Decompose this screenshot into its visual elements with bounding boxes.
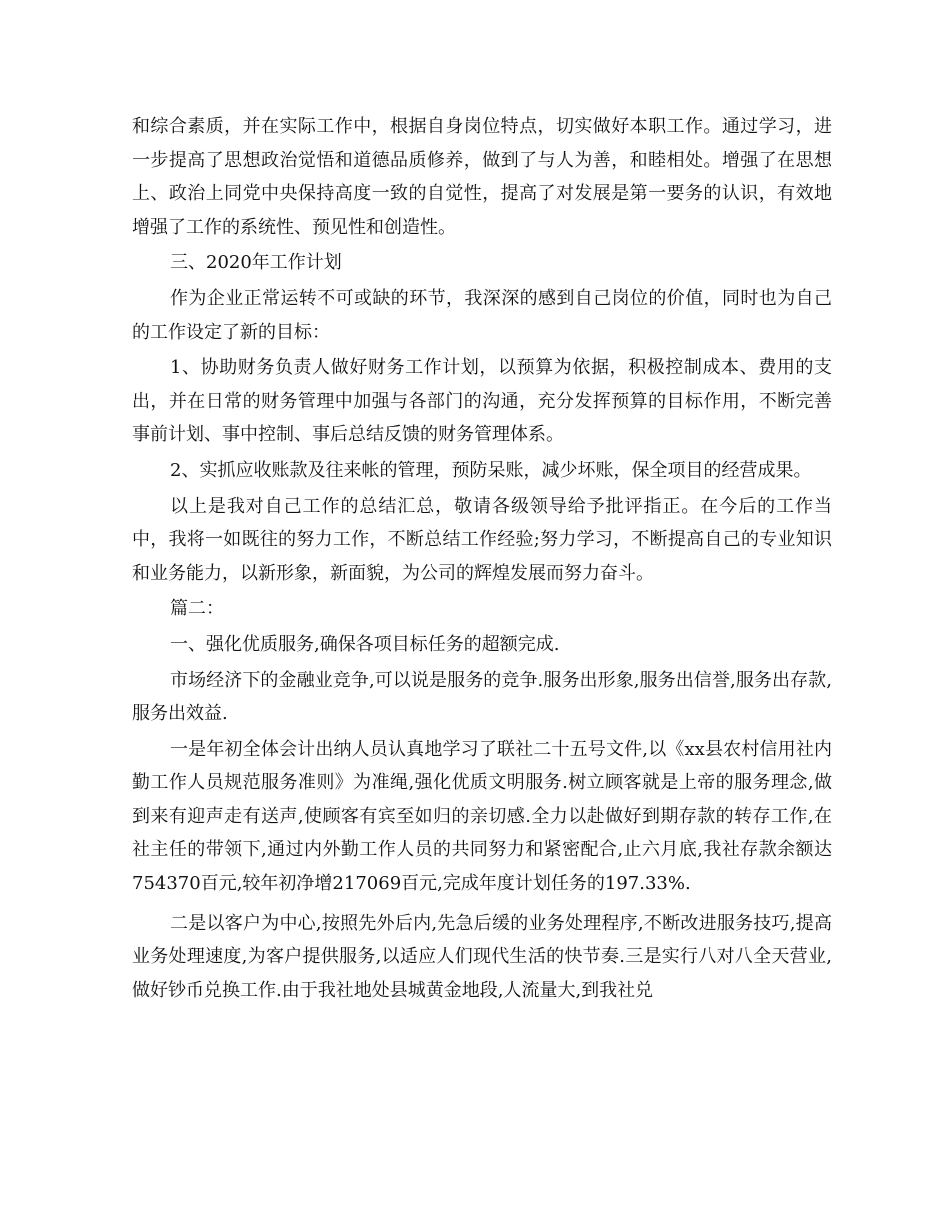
paragraph-second-measure: 二是以客户为中心,按照先外后内,先急后缓的业务处理程序,不断改进服务技巧,提高业务处理速度,为客户提供服务,以适应人们现代生活的快节奏.三是实行八对八全天营业,做好钞币兑换工作.由于我社地处县城黄金地段,人流量大,到我社兑 — [132, 912, 832, 1001]
paragraph-intro-continuation: 和综合素质，并在实际工作中，根据自身岗位特点，切实做好本职工作。通过学习，进一步提高了思想政治觉悟和道德品质修养，做到了与人为善，和睦相处。增强了在思想上、政治上同党中央保持高度一致的自觉性，提高了对发展是第一要务的认识，有效地增强了工作的系统性、预见性和创造性。 — [132, 116, 832, 238]
section-heading-part-two: 篇二： — [170, 598, 224, 620]
document-body — [132, 110, 832, 1007]
paragraph-plan-item-1: 1、协助财务负责人做好财务工作计划，以预算为依据，积极控制成本、费用的支出，并在日常的财务管理中加强与各部门的沟通，充分发挥预算的目标作用，不断完善事前计划、事中控制、事后总结反馈的财务管理体系。 — [132, 357, 832, 446]
paragraph-plan-intro: 作为企业正常运转不可或缺的环节，我深深的感到自己岗位的价值，同时也为自己的工作设定了新的目标： — [132, 287, 832, 343]
paragraph-plan-item-2: 2、实抓应收账款及往来帐的管理，预防呆账，减少坏账，保全项目的经营成果。 — [170, 459, 812, 481]
subheading-quality-service: 一、强化优质服务,确保各项目标任务的超额完成. — [170, 633, 560, 655]
paragraph-first-measure: 一是年初全体会计出纳人员认真地学习了联社二十五号文件,以《xx县农村信用社内勤工作人员规范服务准则》为准绳,强化优质文明服务.树立顾客就是上帝的服务理念,做到来有迎声走有送声,使顾客有宾至如归的亲切感.全力以赴做好到期存款的转存工作,在社主任的带领下,通过内外勤工作人员的共同努力和紧密配合,止六月底,我社存款余额达754370百元,较年初净增217069百元,完成年度计划任务的197.33%. — [132, 738, 832, 895]
section-heading-2020-plan: 三、2020年工作计划 — [170, 252, 342, 274]
paragraph-closing-summary: 以上是我对自己工作的总结汇总，敬请各级领导给予批评指正。在今后的工作当中，我将一如既往的努力工作，不断总结工作经验;努力学习，不断提高自己的专业知识和业务能力，以新形象，新面貌，为公司的辉煌发展而努力奋斗。 — [132, 495, 832, 584]
paragraph-market-competition: 市场经济下的金融业竞争,可以说是服务的竞争.服务出形象,服务出信誉,服务出存款,服务出效益. — [132, 669, 832, 725]
